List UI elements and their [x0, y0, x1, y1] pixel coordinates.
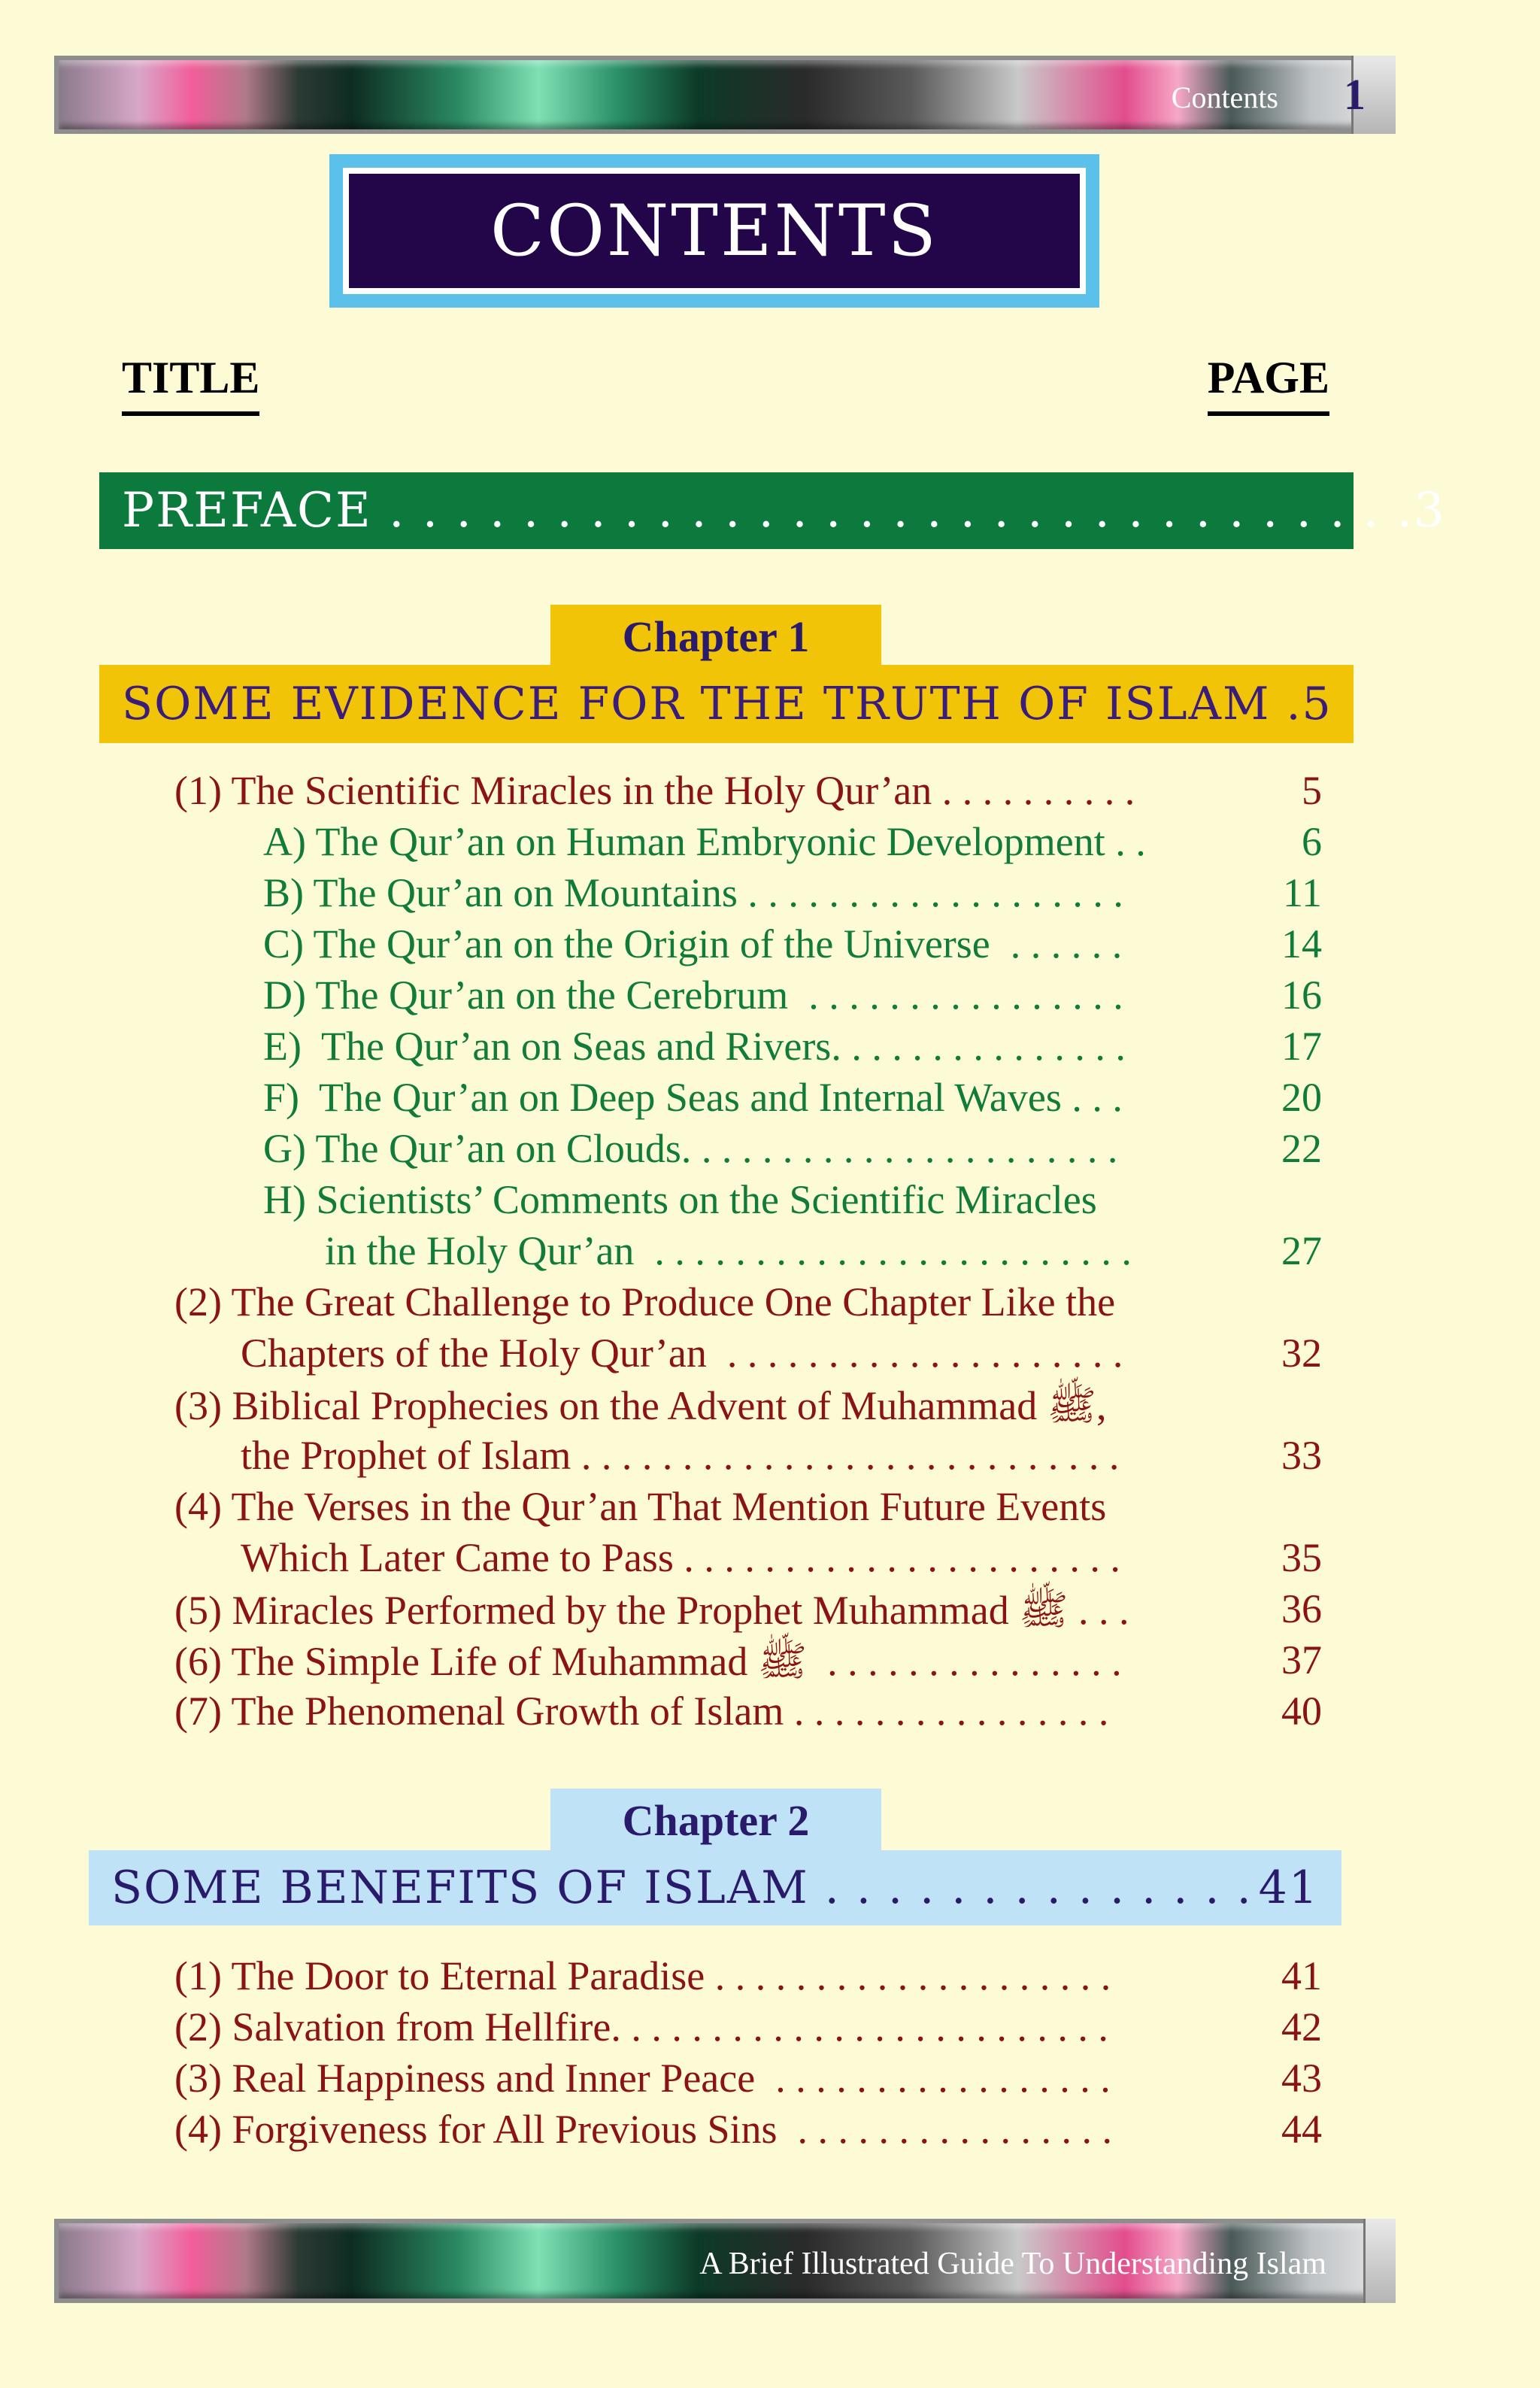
- toc-item-page: 40: [1281, 1689, 1322, 1734]
- toc-item-text: (2) Salvation from Hellfire. . . . . . . . . . . . . . . . . . . . . . . . .: [174, 2004, 1108, 2050]
- title-frame: [329, 154, 1099, 308]
- toc-item-text: (4) The Verses in the Qur’an That Mention Future Events: [174, 1484, 1107, 1529]
- toc-item-text: D) The Qur’an on the Cerebrum . . . . . . . . . . . . . . . .: [263, 972, 1123, 1018]
- preface-entry[interactable]: [99, 472, 1446, 549]
- toc-item-page: 11: [1283, 870, 1322, 915]
- chapter2-heading: SOME BENEFITS OF ISLAM . . . . . . . . . . . . . .: [111, 1862, 1253, 1914]
- toc-subitem[interactable]: [263, 921, 1320, 967]
- toc-item-continuation[interactable]: [241, 1330, 1320, 1376]
- toc-subitem[interactable]: [263, 1074, 1320, 1121]
- chapter1-heading: SOME EVIDENCE FOR THE TRUTH OF ISLAM .: [122, 678, 1302, 730]
- toc-item[interactable]: [174, 1953, 1320, 1999]
- toc-item-text: Chapters of the Holy Qur’an . . . . . . . . . . . . . . . . . . . .: [241, 1331, 1123, 1376]
- chapter2-heading-entry[interactable]: [89, 1850, 1341, 1925]
- toc-item-text: (6) The Simple Life of Muhammad ﷺ . . . . . . . . . . . . . . .: [174, 1639, 1122, 1684]
- toc-item-text: A) The Qur’an on Human Embryonic Development . .: [263, 819, 1146, 864]
- toc-item[interactable]: [174, 1585, 1320, 1644]
- toc-subitem[interactable]: [263, 1023, 1320, 1070]
- toc-item-text: (5) Miracles Performed by the Prophet Muhammad ﷺ . . .: [174, 1588, 1129, 1633]
- toc-subitem[interactable]: [263, 818, 1320, 865]
- page-number: 1: [1344, 70, 1366, 119]
- footer-band-cap: [1363, 2219, 1396, 2303]
- toc-item-page: 27: [1281, 1228, 1322, 1273]
- column-page-heading: PAGE: [1208, 352, 1329, 416]
- toc-item-text: G) The Qur’an on Clouds. . . . . . . . . . . . . . . . . . . . . .: [263, 1126, 1118, 1171]
- toc-item-page: 16: [1281, 972, 1322, 1018]
- toc-subitem[interactable]: [263, 869, 1320, 916]
- toc-item-text: E) The Qur’an on Seas and Rivers. . . . . . . . . . . . . . .: [263, 1024, 1126, 1069]
- toc-item-page: 36: [1281, 1586, 1322, 1631]
- toc-item-continuation[interactable]: [241, 1432, 1320, 1479]
- toc-subitem-continuation[interactable]: [325, 1227, 1320, 1274]
- toc-item-page: 14: [1281, 921, 1322, 966]
- toc-subitem[interactable]: [263, 1176, 1320, 1223]
- toc-item-text: H) Scientists’ Comments on the Scientific Miracles: [263, 1177, 1097, 1222]
- toc-item[interactable]: [174, 1483, 1320, 1530]
- toc-item-text: (2) The Great Challenge to Produce One Chapter Like the: [174, 1279, 1116, 1324]
- toc-item-text: in the Holy Qur’an . . . . . . . . . . . . . . . . . . . . . . . .: [325, 1228, 1132, 1273]
- title-frame-inner: [343, 168, 1086, 294]
- toc-item[interactable]: [174, 1688, 1320, 1734]
- toc-item-text: (3) Biblical Prophecies on the Advent of Muhammad ﷺ,: [174, 1383, 1107, 1428]
- toc-subitem[interactable]: [263, 972, 1320, 1018]
- footer-band: [54, 2219, 1396, 2303]
- toc-item-text: (7) The Phenomenal Growth of Islam . . . . . . . . . . . . . . . .: [174, 1689, 1109, 1734]
- toc-item-text: (3) Real Happiness and Inner Peace . . . . . . . . . . . . . . . . .: [174, 2056, 1111, 2101]
- toc-item-page: 22: [1281, 1126, 1322, 1171]
- book-title: A Brief Illustrated Guide To Understanding Islam: [699, 2247, 1326, 2281]
- page-title: CONTENTS: [349, 174, 1080, 288]
- chapter2-tab: Chapter 2: [550, 1789, 881, 1852]
- chapter1-page: 5: [1302, 678, 1332, 730]
- toc-item-text: B) The Qur’an on Mountains . . . . . . . . . . . . . . . . . . .: [263, 870, 1123, 915]
- toc-item-page: 42: [1281, 2004, 1322, 2050]
- toc-item[interactable]: [174, 2004, 1320, 2050]
- preface-label: PREFACE . . . . . . . . . . . . . . . . . . . . . . . . . . . . . . .: [122, 483, 1414, 539]
- preface-page: 3: [1414, 483, 1446, 539]
- toc-item-continuation[interactable]: [241, 1534, 1320, 1581]
- toc-item[interactable]: [174, 2106, 1320, 2153]
- toc-item-page: 5: [1302, 768, 1322, 813]
- column-title-heading: TITLE: [122, 352, 259, 416]
- header-band: [54, 56, 1396, 134]
- toc-item-page: 6: [1302, 819, 1322, 864]
- toc-item-text: (1) The Scientific Miracles in the Holy Qur’an . . . . . . . . . .: [174, 768, 1135, 813]
- toc-item-page: 41: [1281, 1953, 1322, 1998]
- chapter1-tab: Chapter 1: [550, 605, 881, 668]
- toc-item[interactable]: [174, 2055, 1320, 2101]
- toc-item-page: 17: [1281, 1024, 1322, 1069]
- toc-item-page: 43: [1281, 2056, 1322, 2101]
- toc-item[interactable]: [174, 1279, 1320, 1325]
- toc-item-page: 35: [1281, 1535, 1322, 1580]
- toc-item-text: F) The Qur’an on Deep Seas and Internal Waves . . .: [263, 1075, 1123, 1120]
- toc-item-page: 20: [1281, 1075, 1322, 1120]
- toc-item-text: (1) The Door to Eternal Paradise . . . . . . . . . . . . . . . . . . . .: [174, 1953, 1111, 1998]
- toc-item-text: C) The Qur’an on the Origin of the Universe . . . . . .: [263, 921, 1123, 966]
- toc-item-page: 44: [1281, 2107, 1322, 2152]
- running-title: Contents: [1171, 80, 1278, 114]
- toc-item[interactable]: [174, 1381, 1320, 1440]
- toc-item-page: 32: [1281, 1331, 1322, 1376]
- toc-item-text: the Prophet of Islam . . . . . . . . . . . . . . . . . . . . . . . . . . .: [241, 1433, 1120, 1478]
- toc-item-page: 33: [1281, 1433, 1322, 1478]
- chapter1-heading-entry[interactable]: [99, 665, 1354, 743]
- toc-item[interactable]: [174, 767, 1320, 814]
- toc-subitem[interactable]: [263, 1125, 1320, 1172]
- toc-item-text: (4) Forgiveness for All Previous Sins . . . . . . . . . . . . . . . .: [174, 2107, 1113, 2152]
- chapter2-page: 41: [1258, 1862, 1319, 1914]
- toc-item[interactable]: [174, 1637, 1320, 1695]
- toc-item-text: Which Later Came to Pass . . . . . . . . . . . . . . . . . . . . . .: [241, 1535, 1120, 1580]
- toc-item-page: 37: [1281, 1637, 1322, 1683]
